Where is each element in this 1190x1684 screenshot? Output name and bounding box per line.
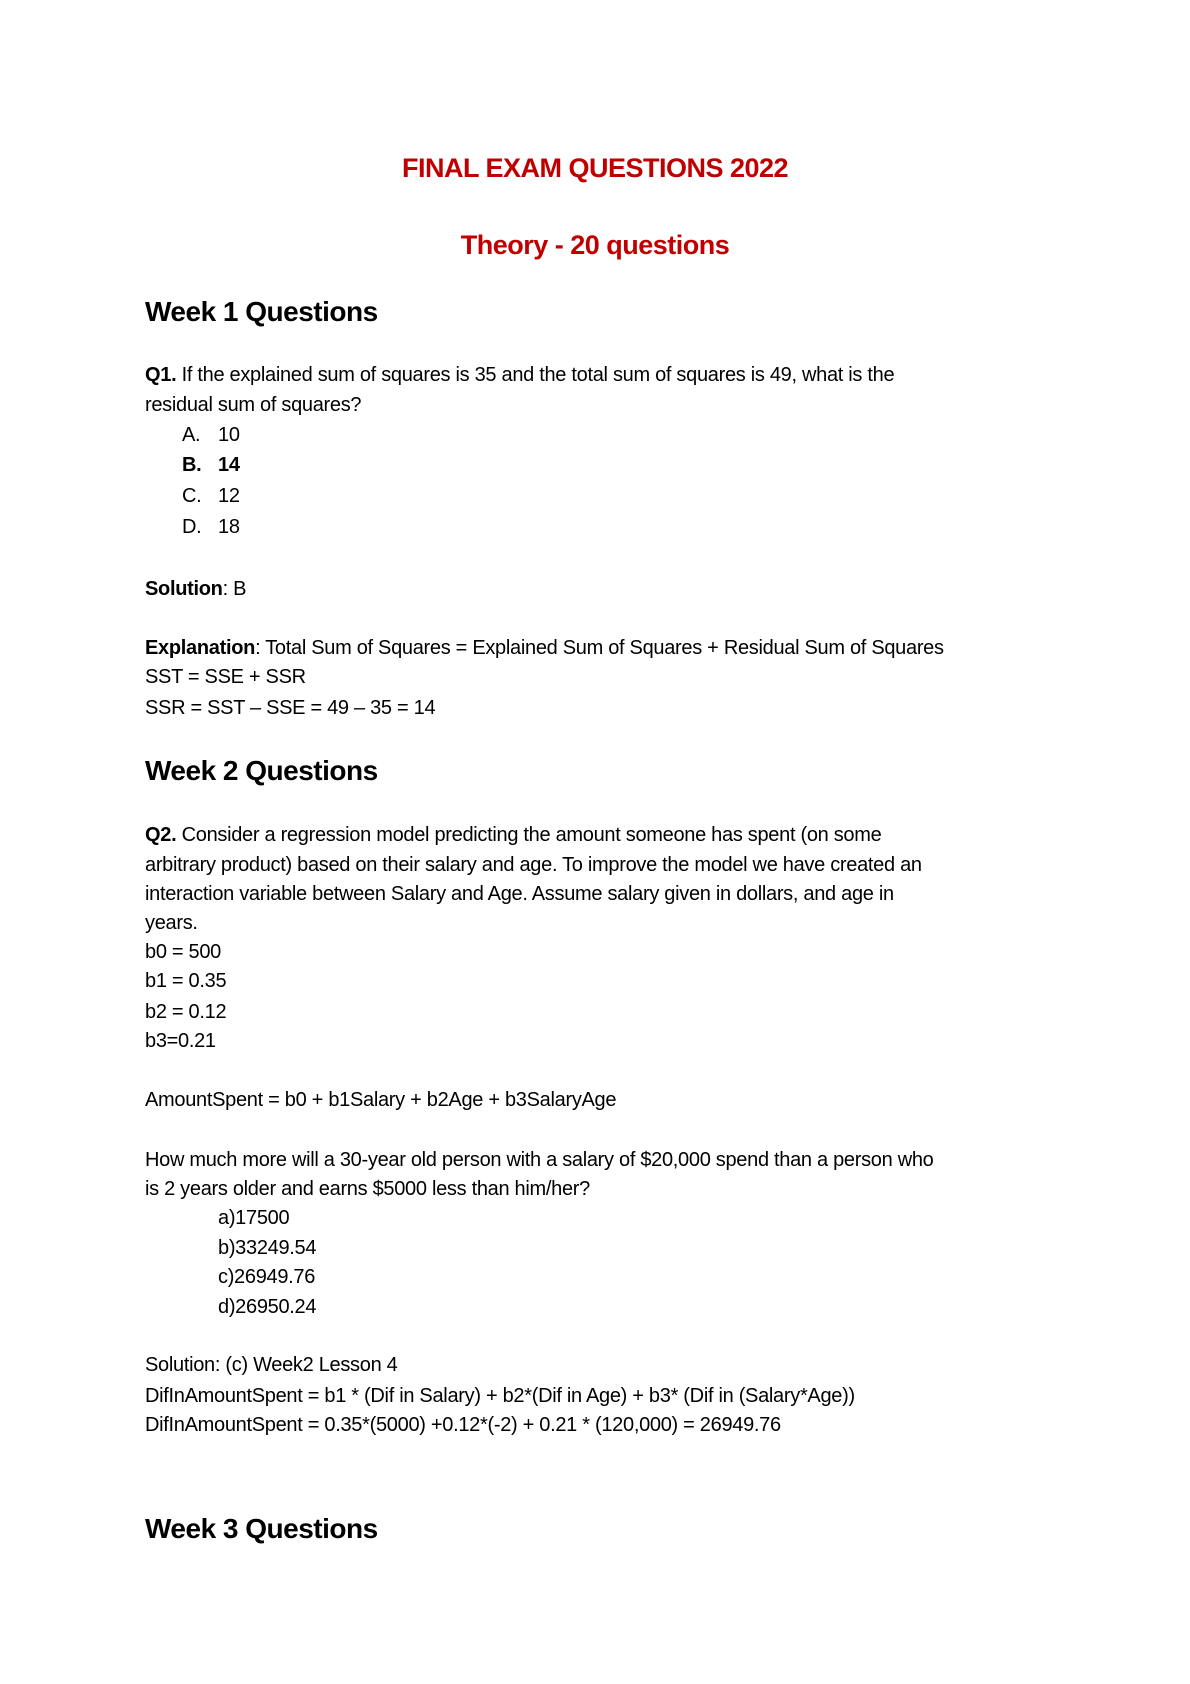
q2-ask-line1: How much more will a 30-year old person with a salary of $20,000 spend than a person who <box>145 1149 934 1171</box>
q2-solution: Solution: (c) Week2 Lesson 4 <box>145 1354 398 1376</box>
q1-solution <box>145 574 246 604</box>
document-title: FINAL EXAM QUESTIONS 2022 <box>401 153 789 183</box>
model-equation: AmountSpent = b0 + b1Salary + b2Age + b3SalaryAge <box>145 1089 617 1111</box>
q1-equation-2: SSR = SST – SSE = 49 – 35 = 14 <box>145 697 436 719</box>
option-value: 10 <box>218 424 240 446</box>
q1-text-line1 <box>145 360 894 390</box>
q1-option-a <box>182 420 240 450</box>
q2-option-b: b)33249.54 <box>218 1237 317 1259</box>
q2-label: Q2. <box>145 824 177 846</box>
option-key: D. <box>182 516 202 538</box>
coef-b0: b0 = 500 <box>145 941 222 963</box>
option-value: 14 <box>218 454 240 476</box>
coef-b2: b2 = 0.12 <box>145 1001 227 1023</box>
q1-label: Q1. <box>145 364 177 386</box>
q2-solution-formula: DifInAmountSpent = b1 * (Dif in Salary) + b2*(Dif in Age) + b3* (Dif in (Salary*Age)) <box>145 1385 855 1407</box>
q1-option-b <box>182 450 240 480</box>
q2-text-line4: years. <box>145 912 198 934</box>
q1-explanation <box>145 633 944 663</box>
week2-heading: Week 2 Questions <box>145 755 378 786</box>
q2-text-line3: interaction variable between Salary and Age. Assume salary given in dollars, and age in <box>145 883 894 905</box>
q1-option-d <box>182 512 240 542</box>
solution-label: Solution <box>145 578 223 600</box>
coef-b1: b1 = 0.35 <box>145 970 227 992</box>
q1-text-line2: residual sum of squares? <box>145 394 362 416</box>
option-value: 12 <box>218 485 240 507</box>
q2-text-line2: arbitrary product) based on their salary and age. To improve the model we have created an <box>145 854 922 876</box>
q1-equation-1: SST = SSE + SSR <box>145 666 306 688</box>
solution-value: : B <box>222 578 247 600</box>
q2-text: Consider a regression model predicting the amount someone has spent (on some <box>176 824 882 846</box>
explanation-label: Explanation <box>145 637 256 659</box>
option-value: 18 <box>218 516 240 538</box>
option-key: A. <box>182 424 201 446</box>
q2-option-d: d)26950.24 <box>218 1296 317 1318</box>
q2-ask-line2: is 2 years older and earns $5000 less than him/her? <box>145 1178 590 1200</box>
q2-option-c: c)26949.76 <box>218 1266 316 1288</box>
q1-text: If the explained sum of squares is 35 and the total sum of squares is 49, what is the <box>176 364 895 386</box>
option-key: C. <box>182 485 202 507</box>
q2-solution-calc: DifInAmountSpent = 0.35*(5000) +0.12*(-2) + 0.21 * (120,000) = 26949.76 <box>145 1414 781 1436</box>
q2-text-line1 <box>145 820 881 850</box>
week1-heading: Week 1 Questions <box>145 296 378 327</box>
coef-b3: b3=0.21 <box>145 1030 216 1052</box>
q1-option-c <box>182 481 240 511</box>
document-subtitle: Theory - 20 questions <box>460 230 730 260</box>
option-key: B. <box>182 454 202 476</box>
week3-heading: Week 3 Questions <box>145 1513 378 1544</box>
explanation-text: : Total Sum of Squares = Explained Sum of Squares + Residual Sum of Squares <box>255 637 944 659</box>
q2-option-a: a)17500 <box>218 1207 290 1229</box>
